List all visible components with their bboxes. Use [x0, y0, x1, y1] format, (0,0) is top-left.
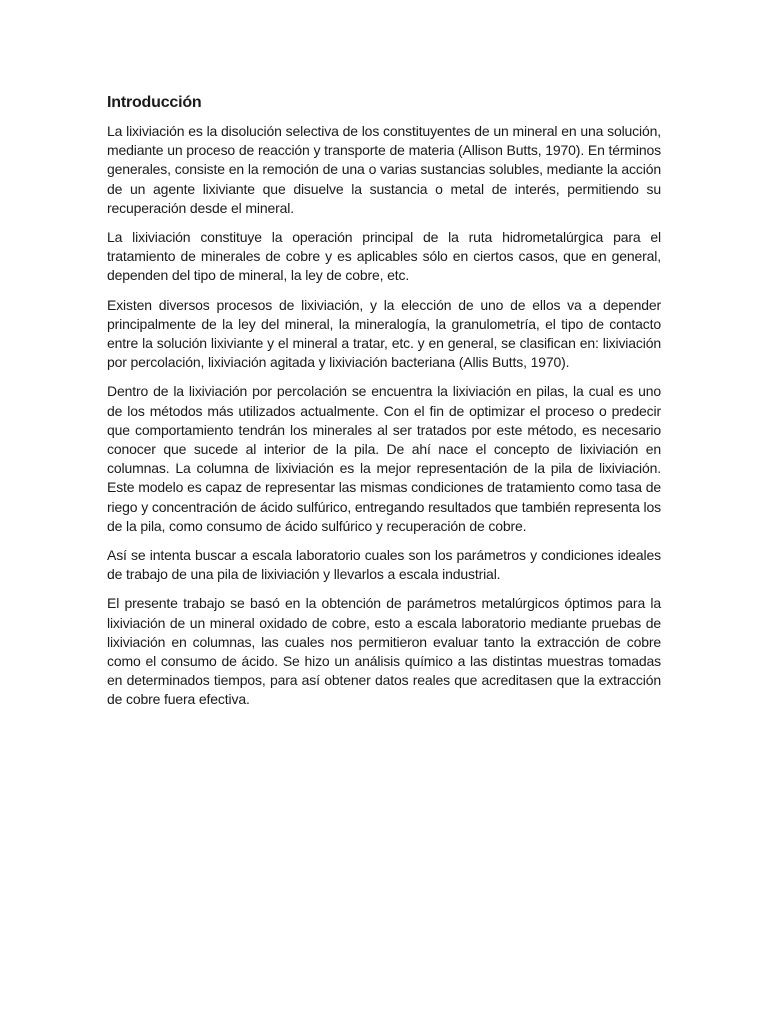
- paragraph-heap-leaching: Dentro de la lixiviación por percolación se encuentra la lixiviación en pilas, la cual es uno de los métodos más utilizados actualmente. Con el fin de optimizar el proceso o predecir que comportamiento tendrán los minerales al ser tratados por este método, es necesario conocer que sucede al interior de la pila. De ahí nace el concepto de lixiviación en columnas. La columna de lixiviación es la mejor representación de la pila de lixiviación. Este modelo es capaz de representar las mismas condiciones de tratamiento como tasa de riego y concentración de ácido sulfúrico, entregando resultados que también representa los de la pila, como consumo de ácido sulfúrico y recuperación de cobre.: [107, 383, 661, 534]
- paragraph-hydrometallurgy: La lixiviación constituye la operación principal de la ruta hidrometalúrgica para el tratamiento de minerales de cobre y es aplicables sólo en ciertos casos, que en general, dependen del tipo de mineral, la ley de cobre, etc.: [107, 229, 661, 284]
- paragraph-present-work: El presente trabajo se basó en la obtención de parámetros metalúrgicos óptimos para la lixiviación de un mineral oxidado de cobre, esto a escala laboratorio mediante pruebas de lixiviación en columnas, las cuales nos permitieron evaluar tanto la extracción de cobre como el consumo de ácido. Se hizo un análisis químico a las distintas muestras tomadas en determinados tiempos, para así obtener datos reales que acreditasen que la extracción de cobre fuera efectiva.: [107, 595, 661, 708]
- paragraph-processes: Existen diversos procesos de lixiviación, y la elección de uno de ellos va a depender principalmente de la ley del mineral, la mineralogía, la granulometría, el tipo de contacto entre la solución lixiviante y el mineral a tratar, etc. y en general, se clasifican en: lixiviación por percolación, lixiviación agitada y lixiviación bacteriana (Allis Butts, 1970).: [107, 296, 661, 371]
- section-heading: Introducción: [107, 94, 202, 111]
- paragraph-definition: La lixiviación es la disolución selectiva de los constituyentes de un mineral en una solución, mediante un proceso de reacción y transporte de materia (Allison Butts, 1970). En términos generales, consiste en la remoción de una o varias sustancias solubles, mediante la acción de un agente lixiviante que disuelve la sustancia o metal de interés, permitiendo su recuperación desde el mineral.: [107, 123, 661, 216]
- paragraph-laboratory-scale: Así se intenta buscar a escala laboratorio cuales son los parámetros y condiciones ideales de trabajo de una pila de lixiviación y llevarlos a escala industrial.: [107, 547, 661, 583]
- document-page: [107, 92, 661, 720]
